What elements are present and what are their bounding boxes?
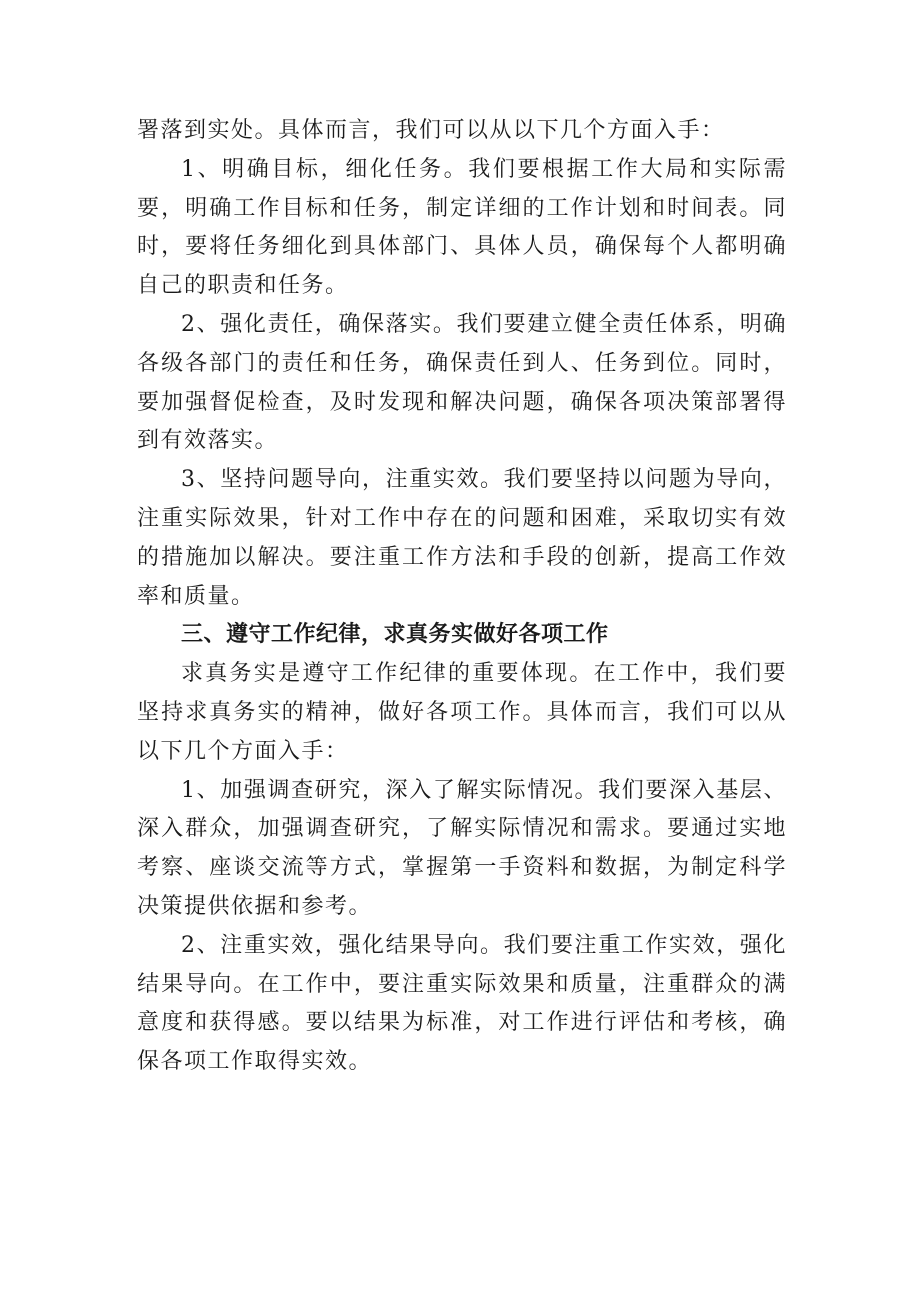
paragraph-section-3-item-1: 1、加强调查研究，深入了解实际情况。我们要深入基层、深入群众，加强调查研究，了解实际情况和需求。要通过实地考察、座谈交流等方式，掌握第一手资料和数据，为制定科学决策提供依据和参考。 — [137, 777, 787, 919]
paragraph-intro: 署落到实处。具体而言，我们可以从以下几个方面入手： — [137, 118, 725, 143]
paragraph-section-3-intro: 求真务实是遵守工作纪律的重要体现。在工作中，我们要坚持求真务实的精神，做好各项工作。具体而言，我们可以从以下几个方面入手： — [137, 661, 787, 764]
section-heading-3: 三、遵守工作纪律，求真务实做好各项工作 — [181, 622, 609, 648]
document-body — [137, 112, 787, 1082]
paragraph-item-1-goals: 1、明确目标，细化任务。我们要根据工作大局和实际需要，明确工作目标和任务，制定详细的工作计划和时间表。同时，要将任务细化到具体部门、具体人员，确保每个人都明确自己的职责和任务。 — [137, 156, 787, 299]
paragraph-item-3-problem-oriented: 3、坚持问题导向，注重实效。我们要坚持以问题为导向，注重实际效果，针对工作中存在的问题和困难，采取切实有效的措施加以解决。要注重工作方法和手段的创新，提高工作效率和质量。 — [137, 467, 787, 609]
paragraph-item-2-responsibility: 2、强化责任，确保落实。我们要建立健全责任体系，明确各级各部门的责任和任务，确保责任到人、任务到位。同时，要加强督促检查，及时发现和解决问题，确保各项决策部署得到有效落实。 — [137, 311, 787, 454]
paragraph-section-3-item-2: 2、注重实效，强化结果导向。我们要注重工作实效，强化结果导向。在工作中，要注重实际效果和质量，注重群众的满意度和获得感。要以结果为标准，对工作进行评估和考核，确保各项工作取得实效。 — [137, 932, 787, 1075]
